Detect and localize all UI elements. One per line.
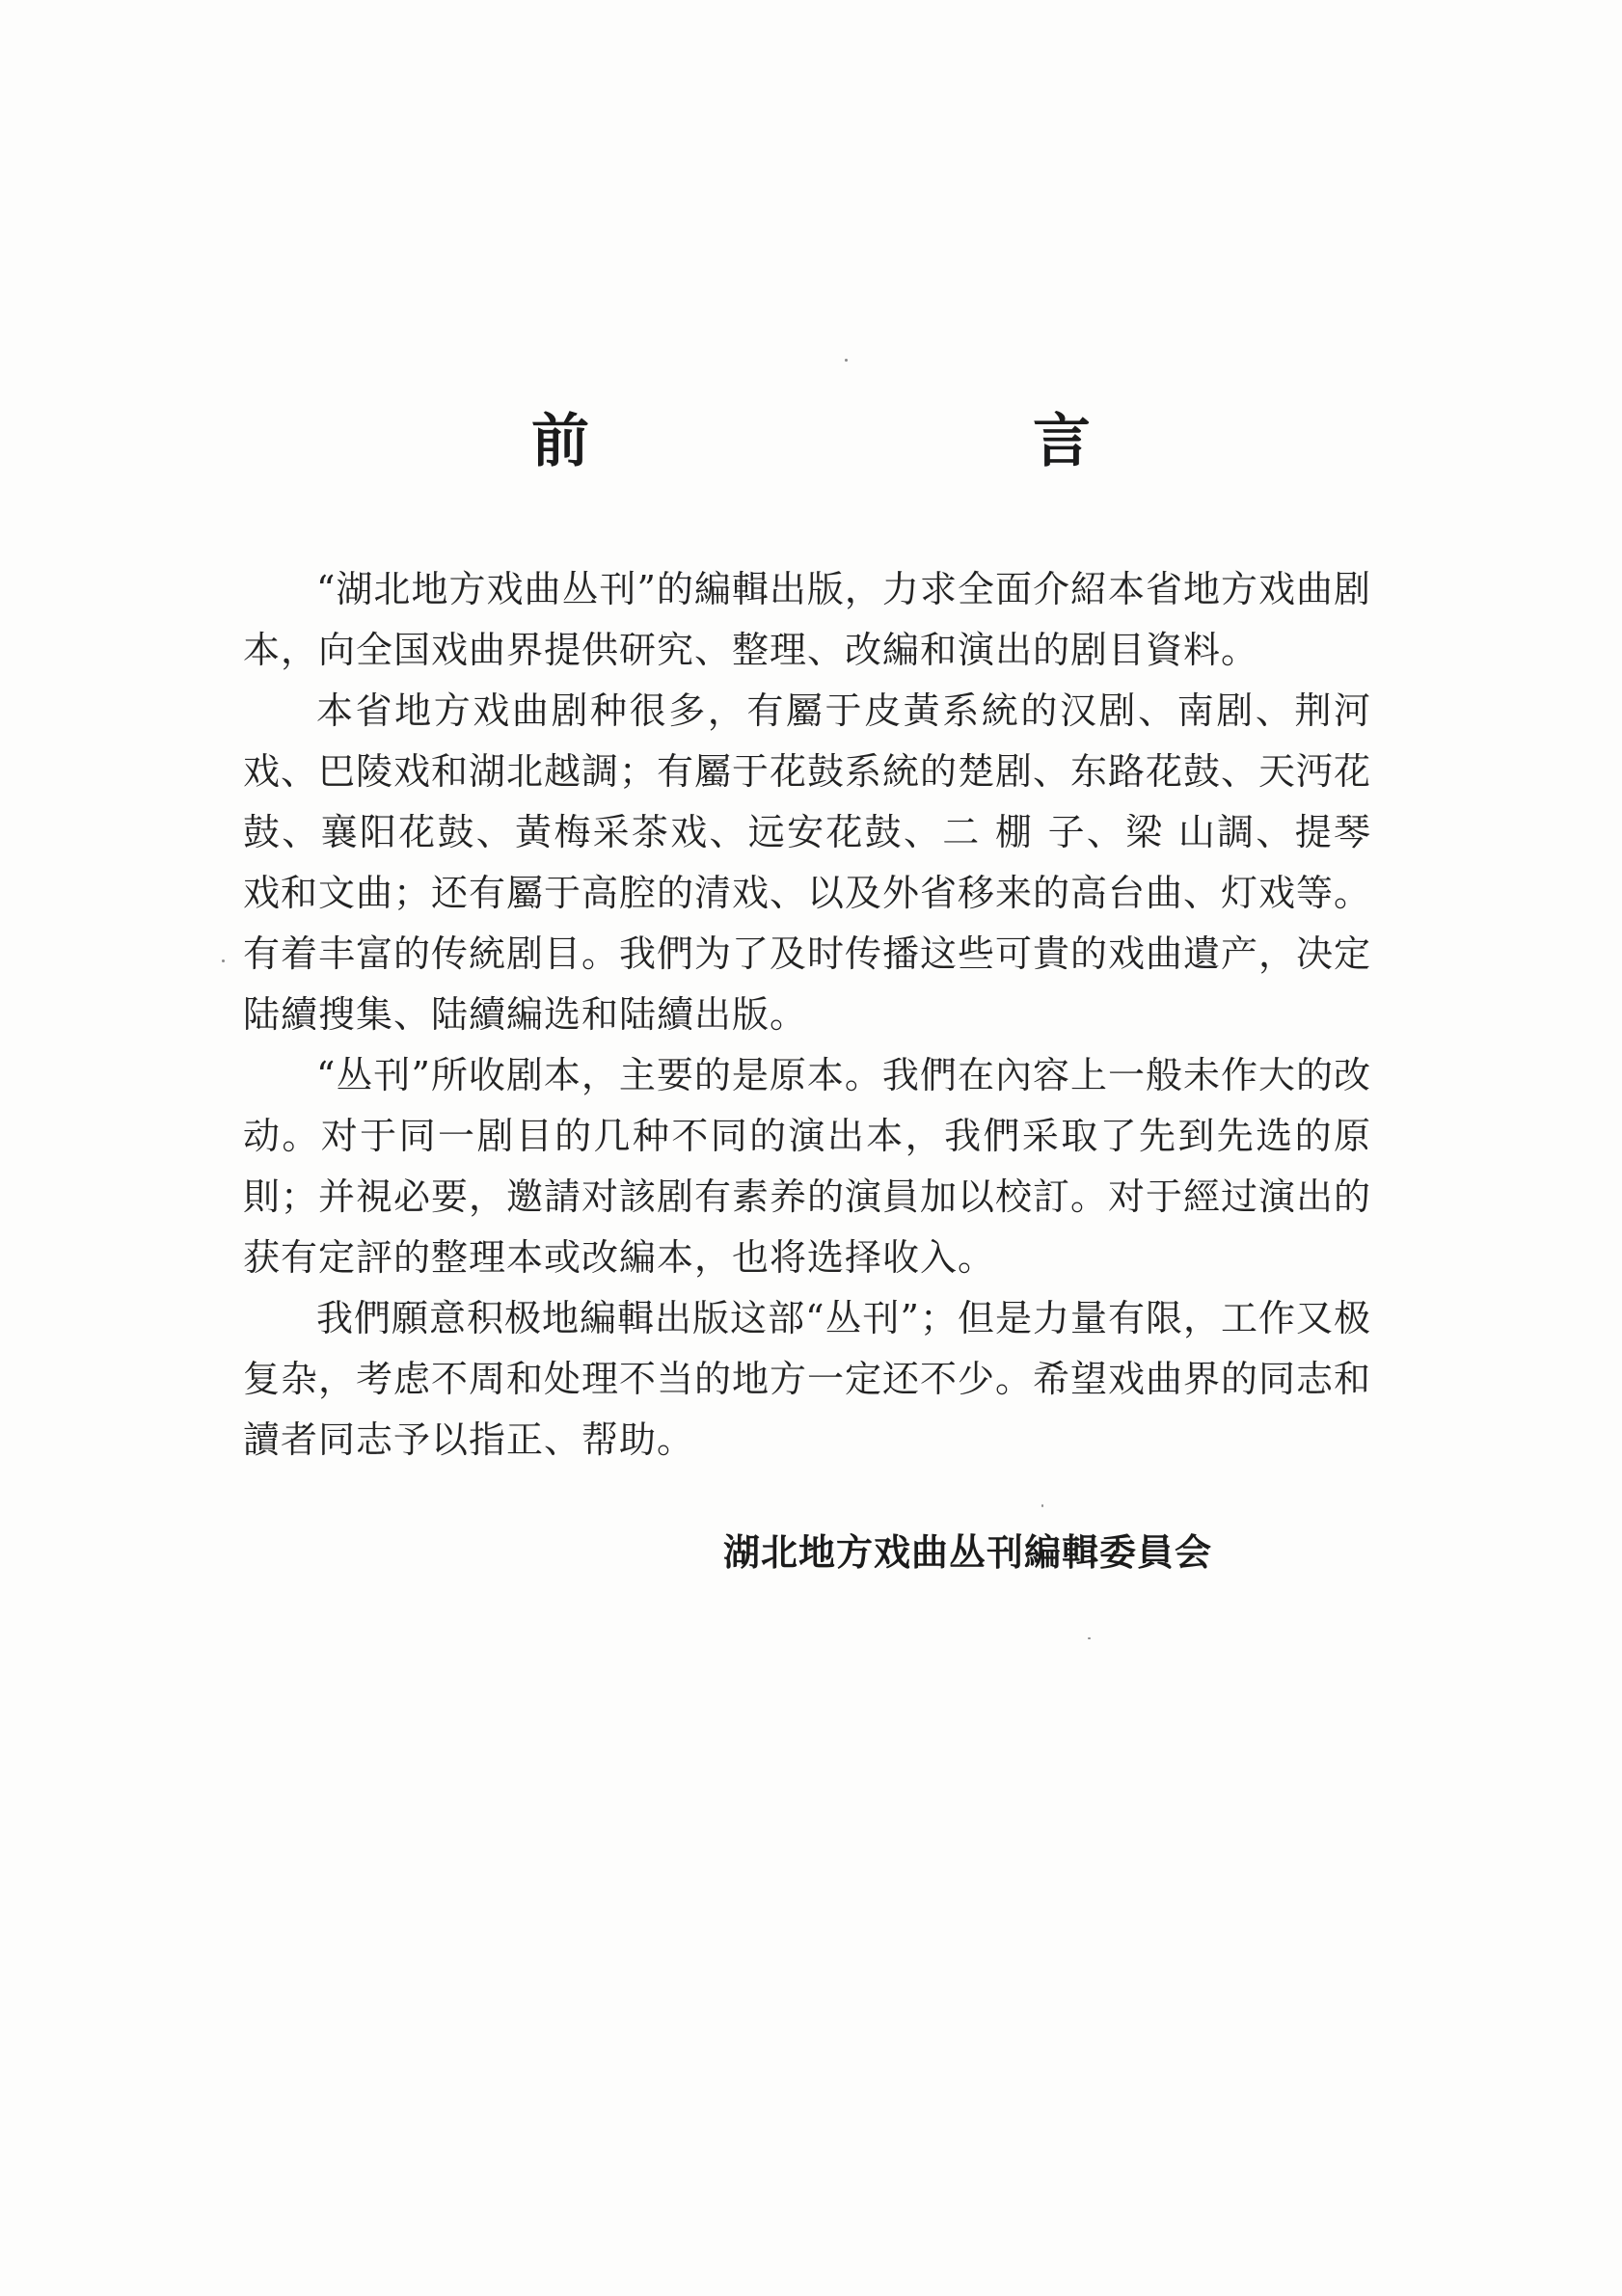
scan-speck: [222, 959, 225, 962]
paragraph-2: 本省地方戏曲剧种很多，有屬于皮黃系統的汉剧、南剧、荆河戏、巴陵戏和湖北越調；有屬于花鼓系統的楚剧、东路花鼓、天沔花鼓、襄阳花鼓、黃梅采茶戏、远安花鼓、二 棚 子、梁 山調、提琴戏和文曲；还有屬于高腔的清戏、以及外省移来的高台曲、灯戏等。有着丰富的传統剧目。我們为了及时传播这些可貴的戏曲遺产，决定陆續搜集、陆續編选和陆續出版。: [243, 689, 1372, 1036]
paragraph-1: “湖北地方戏曲丛刊”的編輯出版，力求全面介紹本省地方戏曲剧本，向全国戏曲界提供研究、整理、改編和演出的剧目資料。: [243, 568, 1371, 671]
preface-body: [243, 559, 1371, 1471]
scan-speck: [1088, 1637, 1091, 1639]
scan-speck: [1041, 1504, 1043, 1507]
paragraph-4: 我們願意积极地編輯出版这部“丛刊”；但是力量有限，工作又极复杂，考虑不周和处理不当的地方一定还不少。希望戏曲界的同志和讀者同志予以指正、帮助。: [243, 1297, 1372, 1461]
page-title: 前 言: [531, 408, 1284, 475]
scan-speck: [845, 359, 848, 362]
signature: 湖北地方戏曲丛刊編輯委員会: [723, 1530, 1213, 1574]
paragraph-3: “丛刊”所收剧本，主要的是原本。我們在內容上一般未作大的改动。对于同一剧目的几种不同的演出本，我們采取了先到先选的原則；并視必要，邀請对該剧有素养的演員加以校訂。对于經过演出的获有定評的整理本或改編本，也将选择收入。: [243, 1054, 1372, 1279]
